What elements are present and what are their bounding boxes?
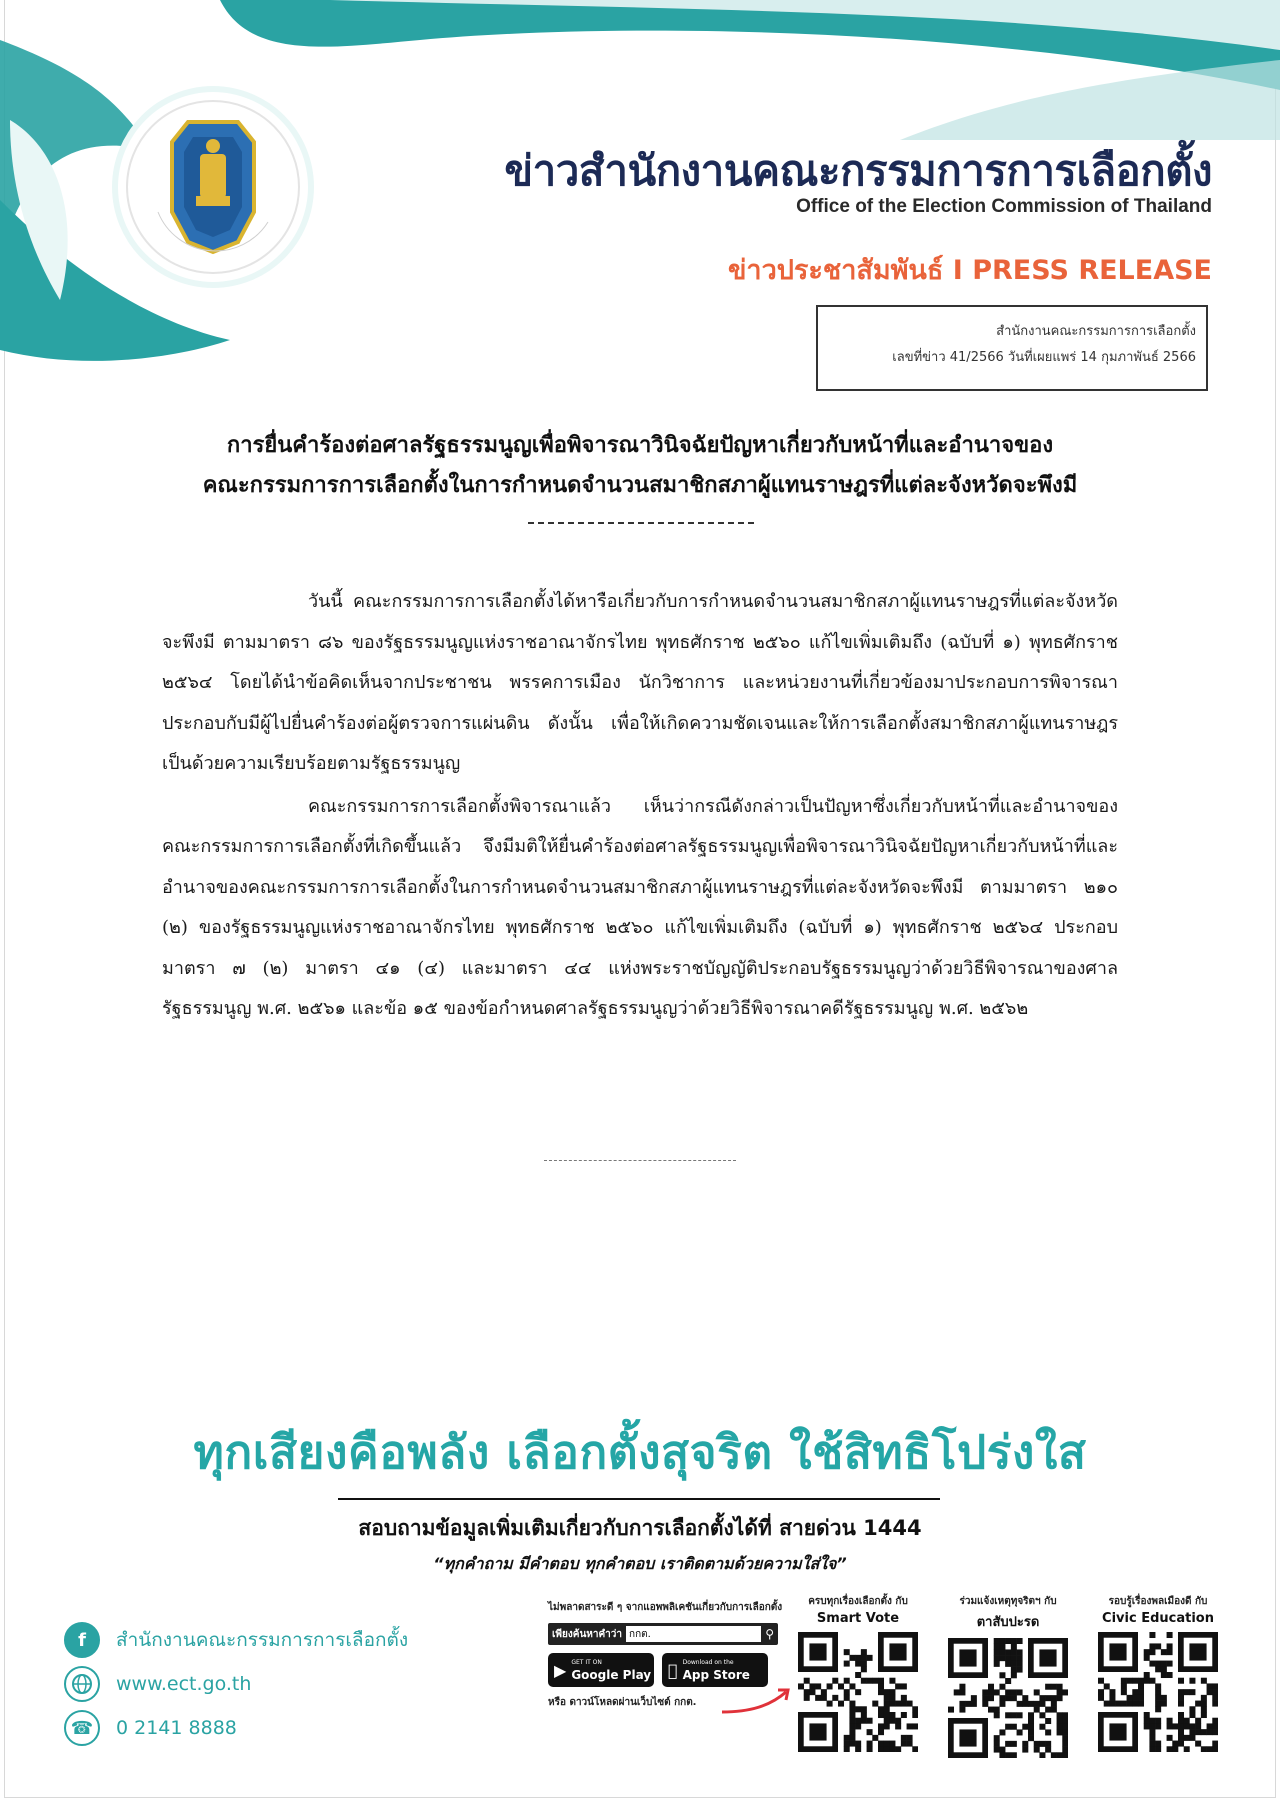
search-icon: ⚲ — [765, 1627, 774, 1641]
end-divider — [544, 1160, 736, 1161]
qr-ta-sapparot[interactable] — [938, 1594, 1078, 1762]
qr-name: ตาสับปะรด — [976, 1615, 1040, 1630]
reference-office: สำนักงานคณะกรรมการการเลือกตั้ง — [996, 324, 1196, 339]
app-store-badge[interactable] — [662, 1653, 768, 1687]
qr-name: Smart Vote — [816, 1611, 900, 1626]
qr-caption: รอบรู้เรื่องพลเมืองดี กับ — [1108, 1596, 1208, 1607]
org-title-english: Office of the Election Commission of Thailand — [796, 196, 1212, 217]
qr-code-icon — [798, 1632, 918, 1752]
qr-code-icon — [948, 1638, 1068, 1758]
qr-civic-education[interactable] — [1088, 1594, 1228, 1756]
qr-caption: ร่วมแจ้งเหตุทุจริตฯ กับ — [959, 1596, 1057, 1607]
website-label: www.ect.go.th — [116, 1673, 252, 1695]
org-title-thai: ข่าวสำนักงานคณะกรรมการการเลือกตั้ง — [504, 146, 1212, 195]
app-store-small-text: Download on the — [673, 1659, 724, 1666]
headline-line-2: คณะกรรมการการเลือกตั้งในการกำหนดจำนวนสมาชิกสภาผู้แทนราษฎรที่แต่ละจังหวัดจะพึงมี — [202, 473, 1078, 498]
contact-website[interactable] — [64, 1664, 484, 1704]
motto-text: “ทุกคำถาม มีคำตอบ ทุกคำตอบ เราติดตามด้วยความใส่ใจ” — [433, 1554, 847, 1573]
download-note: หรือ ดาวน์โหลดผ่านเว็บไซต์ กกต. — [548, 1697, 697, 1708]
app-search-input[interactable] — [626, 1626, 761, 1642]
facebook-label: สำนักงานคณะกรรมการการเลือกตั้ง — [116, 1629, 409, 1651]
headline — [100, 426, 1180, 506]
qr-code-icon — [1098, 1632, 1218, 1752]
headline-divider — [528, 522, 754, 524]
app-search-bar — [548, 1623, 778, 1645]
app-store-text: App Store — [673, 1668, 741, 1682]
reference-number-date: เลขที่ข่าว 41/2566 วันที่เผยแพร่ 14 กุมภาพันธ์ 2566 — [892, 350, 1196, 365]
google-play-small-text: GET IT ON — [571, 1659, 602, 1666]
reference-box — [816, 305, 1208, 391]
hotline-text: สอบถามข้อมูลเพิ่มเติมเกี่ยวกับการเลือกตั้งได้ที่ สายด่วน 1444 — [358, 1516, 922, 1540]
press-release-label: ข่าวประชาสัมพันธ์ I PRESS RELEASE — [727, 255, 1212, 286]
google-play-badge[interactable] — [548, 1653, 654, 1687]
app-caption: ไม่พลาดสาระดี ๆ จากแอพพลิเคชันเกี่ยวกับการเลือกตั้ง — [548, 1602, 783, 1613]
apple-icon — [668, 1661, 678, 1680]
body-paragraph-1: วันนี้ คณะกรรมการการเลือกตั้งได้หารือเกี่ยวกับการกำหนดจำนวนสมาชิกสภาผู้แทนราษฎรที่แต่ละจังหวัดจะพึงมี ตามมาตรา ๘๖ ของรัฐธรรมนูญแห่งราชอาณาจักรไทย พุทธศักราช ๒๕๖๐ แก้ไขเพิ่มเติมถึง (ฉบับที่ ๑) พุทธศักราช ๒๕๖๔ โดยได้นำข้อคิดเห็นจากประชาชน พรรคการเมือง นักวิชาการ และหน่วยงานที่เกี่ยวข้องมาประกอบการพิจารณา ประกอบกับมีผู้ไปยื่นคำร้องต่อผู้ตรวจการแผ่นดิน ดังนั้น เพื่อให้เกิดความชัดเจนและให้การเลือกตั้งสมาชิกสภาผู้แทนราษฎรเป็นด้วยความเรียบร้อยตามรัฐธรรมนูญ — [162, 591, 1118, 774]
phone-icon: ☎ — [64, 1710, 100, 1746]
slogan: ทุกเสียงคือพลัง เลือกตั้งสุจริต ใช้สิทธิโปร่งใส — [193, 1425, 1087, 1479]
ect-logo — [118, 92, 308, 282]
headline-line-1: การยื่นคำร้องต่อศาลรัฐธรรมนูญเพื่อพิจารณาวินิจฉัยปัญหาเกี่ยวกับหน้าที่และอำนาจของ — [226, 433, 1054, 458]
ect-emblem-icon — [118, 92, 308, 282]
body-paragraph-2: คณะกรรมการการเลือกตั้งพิจารณาแล้ว เห็นว่ากรณีดังกล่าวเป็นปัญหาซึ่งเกี่ยวกับหน้าที่และอำนาจของคณะกรรมการการเลือกตั้งที่เกิดขึ้นแล้ว จึงมีมติให้ยื่นคำร้องต่อศาลรัฐธรรมนูญเพื่อพิจารณาวินิจฉัยปัญหาเกี่ยวกับหน้าที่และอำนาจของคณะกรรมการการเลือกตั้งในการกำหนดจำนวนสมาชิกสภาผู้แทนราษฎรที่แต่ละจังหวัดจะพึงมี ตามมาตรา ๒๑๐ (๒) ของรัฐธรรมนูญแห่งราชอาณาจักรไทย พุทธศักราช ๒๕๖๐ แก้ไขเพิ่มเติมถึง (ฉบับที่ ๑) พุทธศักราช ๒๕๖๔ ประกอบมาตรา ๗ (๒) มาตรา ๔๑ (๔) และมาตรา ๔๔ แห่งพระราชบัญญัติประกอบรัฐธรรมนูญว่าด้วยวิธีพิจารณาของศาลรัฐธรรมนูญ พ.ศ. ๒๕๖๑ และข้อ ๑๕ ของข้อกำหนดศาลรัฐธรรมนูญว่าด้วยวิธีพิจารณาคดีรัฐธรรมนูญ พ.ศ. ๒๕๖๒ — [162, 795, 1118, 1019]
slogan-divider — [338, 1498, 940, 1500]
qr-smart-vote[interactable] — [788, 1594, 928, 1756]
facebook-icon: f — [64, 1622, 100, 1658]
store-badges — [548, 1653, 778, 1687]
contact-facebook[interactable] — [64, 1620, 484, 1660]
play-icon: ▶ — [554, 1660, 567, 1680]
app-search-label: เพียงค้นหาคำว่า — [552, 1628, 623, 1640]
qr-name: Civic Education — [1102, 1611, 1214, 1626]
google-play-text: Google Play — [571, 1668, 652, 1682]
contact-phone[interactable] — [64, 1708, 484, 1748]
qr-caption: ครบทุกเรื่องเลือกตั้ง กับ — [808, 1596, 908, 1607]
arrow-icon — [720, 1686, 792, 1716]
globe-icon — [64, 1666, 100, 1702]
body-text — [162, 582, 1118, 1032]
phone-label: 0 2141 8888 — [116, 1717, 237, 1739]
